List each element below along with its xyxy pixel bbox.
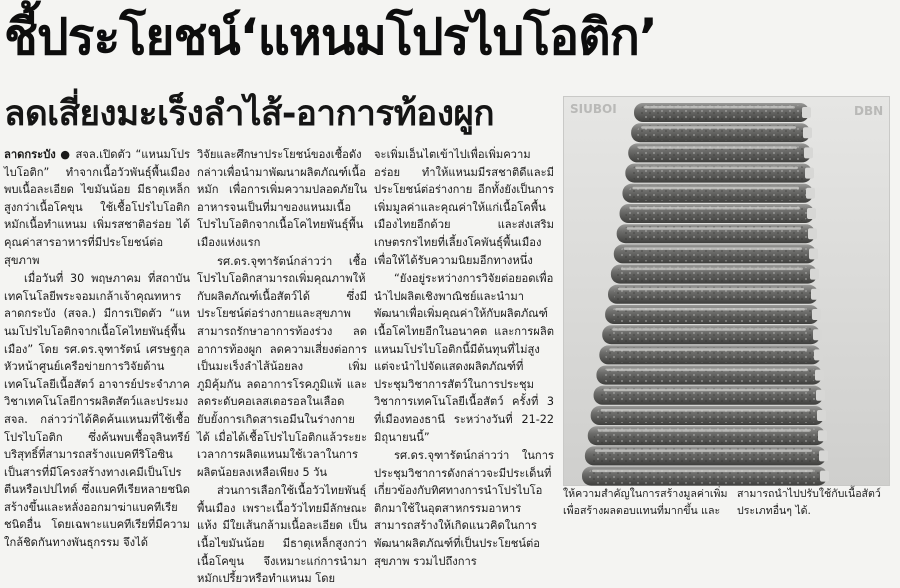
body-paragraph: เมื่อวันที่ 30 พฤษภาคม ที่สถาบันเทคโนโลยีพระจอมเกล้าเจ้าคุณทหารลาดกระบัง (สจล.) มีการเปิดตัว “แหนมโปรไบโอติกจากเนื้อโคไทยพันธุ์พื้นเมือง” โดย รศ.ดร.จุฑารัตน์ เศรษฐกุล หัวหน้าศูนย์เครือข่ายการวิจัยด้านเทคโนโลยีเนื้อสัตว์ อาจารย์ประจำภาควิชาเทคโนโลยีการผลิตสัตว์และประมง สจล. กล่าวว่าได้คิดค้นแหนมที่ใช้เชื้อโปรไบโอติก ซึ่งค้นพบเชื้อจุลินทรีย์บริสุทธิ์ที่สามารถสร้างแบคทีริโอซิน เป็นสารที่มีโครงสร้างทางเคมีเป็นโปรตีนหรือเปปไทด์ ซึ่งแบคทีเรียหลายชนิดสร้างขึ้นและหลั่งออกมาฆ่าแบคทีเรียชนิดอื่น โดยเฉพาะแบคทีเรียที่มีความใกล้ชิดกันทางพันธุกรรม จึงได้	[4, 272, 190, 550]
lead-paragraph	[4, 146, 190, 269]
dateline: ลาดกระบัง	[4, 148, 56, 161]
article-column-1	[4, 146, 191, 550]
photo-caption	[563, 486, 893, 520]
body-paragraph: ส่วนการเลือกใช้เนื้อวัวไทยพันธุ์พื้นเมือง เพราะเนื้อวัวไทยมีลักษณะแห้ง มีใยเส้นกล้ามเนื้อละเอียด เป็นเนื้อไขมันน้อย มีธาตุเหล็กสูงกว่าเนื้อโคขุน จึงเหมาะแก่การนำมาหมักเปรี้ยวหรือทำแหนม โดย	[197, 484, 367, 586]
body-paragraph: รศ.ดร.จุฑารัตน์กล่าวว่า ในการประชุมวิชาการดังกล่าวจะมีประเด็นที่เกี่ยวข้องกับทิศทางการนำโปรไบโอติกมาใช้ในอุตสาหกรรมอาหาร สามารถสร้างให้เกิดแนวคิดในการพัฒนาผลิตภัณฑ์ที่เป็นประโยชน์ต่อสุขภาพ รวมไปถึงการ	[374, 449, 554, 568]
body-paragraph: วิจัยและศึกษาประโยชน์ของเชื้อดังกล่าวเพื่อนำมาพัฒนาผลิตภัณฑ์เนื้อหมัก เพื่อการเพิ่มความปลอดภัยในอาหารจนเป็นที่มาของแหนมเนื้อโปรไบโอติกจากเนื้อโคไทยพันธุ์พื้นเมืองแห่งแรก	[197, 148, 367, 249]
bullet-icon: ●	[60, 148, 71, 161]
lead-text: สจล.เปิดตัว “แหนมโปรไบโอติก” ทำจากเนื้อวัวพันธุ์พื้นเมือง พบเนื้อละเอียด ไขมันน้อย มีธาตุเหล็กสูงกว่าเนื้อโคขุน ใช้เชื้อโปรไบโอติกหมักเนื้อทำแหนม เพิ่มรสชาติอร่อย ได้คุณค่าสารอาหารที่มีประโยชน์ต่อสุขภาพ	[4, 148, 191, 267]
wrapped-sausages-illustration	[564, 97, 889, 485]
caption-right: สามารถนำไปปรับใช้กับเนื้อสัตว์ประเภทอื่นๆ ได้.	[737, 488, 881, 517]
caption-left: ให้ความสำคัญในการสร้างมูลค่าเพิ่มเพื่อสร้างผลตอบแทนที่มากขึ้น และ	[563, 488, 728, 517]
photo-watermark: SIUBOI	[570, 102, 617, 116]
body-paragraph: จะเพิ่มเอ็นไตเข้าไปเพื่อเพิ่มความอร่อย ทำให้แหนมมีรสชาติดีและมีประโยชน์ต่อร่างกาย อีกทั้งยังเป็นการเพิ่มมูลค่าและคุณค่าให้แก่เนื้อโคพื้นเมืองไทยอีกด้วย และส่งเสริมเกษตรกรไทยที่เลี้ยงโคพันธุ์พื้นเมืองเพื่อให้ได้รับความนิยมอีกทางหนึ่ง	[374, 148, 554, 267]
photo-watermark: DBN	[854, 104, 884, 118]
article-column-2	[197, 146, 367, 586]
subheadline: ลดเสี่ยงมะเร็งลำไส้-อาการท้องผูก	[4, 94, 495, 134]
article-column-3	[374, 146, 554, 568]
body-paragraph: รศ.ดร.จุฑารัตน์กล่าวว่า เชื้อโปรไบโอติกสามารถเพิ่มคุณภาพให้กับผลิตภัณฑ์เนื้อสัตว์ได้ ซึ่งมีประโยชน์ต่อร่างกายและสุขภาพ สามารถรักษาอาการท้องร่วง ลดอาการท้องผูก ลดความเสี่ยงต่อการเป็นมะเร็งลำไส้น้อยลง เพิ่มภูมิคุ้มกัน ลดอาการโรคภูมิแพ้ และลดระดับคอเลสเตอรอลในเลือด ยับยั้งการเกิดสารเอมีนในร่างกายได้ เมื่อได้เชื้อโปรไบโอติกแล้วระยะเวลาการผลิตแหนมใช้เวลาในการผลิตน้อยลงเหลือเพียง 5 วัน	[197, 254, 367, 479]
body-paragraph: “ยังอยู่ระหว่างการวิจัยต่อยอดเพื่อนำไปผลิตเชิงพาณิชย์และนำมาพัฒนาเพื่อเพิ่มคุณค่าให้กับผลิตภัณฑ์เนื้อโคไทยอีกในอนาคต และการผลิตแหนมโปรไบโอติกนี้มีต้นทุนที่ไม่สูง แต่จะนำไปจัดแสดงผลิตภัณฑ์ที่ประชุมวิชาการสัตว์ในการประชุมวิชาการเทคโนโลยีเนื้อสัตว์ ครั้งที่ 3 ที่เมืองทองธานี ระหว่างวันที่ 21-22 มิถุนายนนี้”	[374, 272, 554, 444]
product-photo	[563, 96, 890, 486]
headline: ชี้ประโยชน์‘แหนมโปรไบโอติก’	[4, 8, 657, 66]
